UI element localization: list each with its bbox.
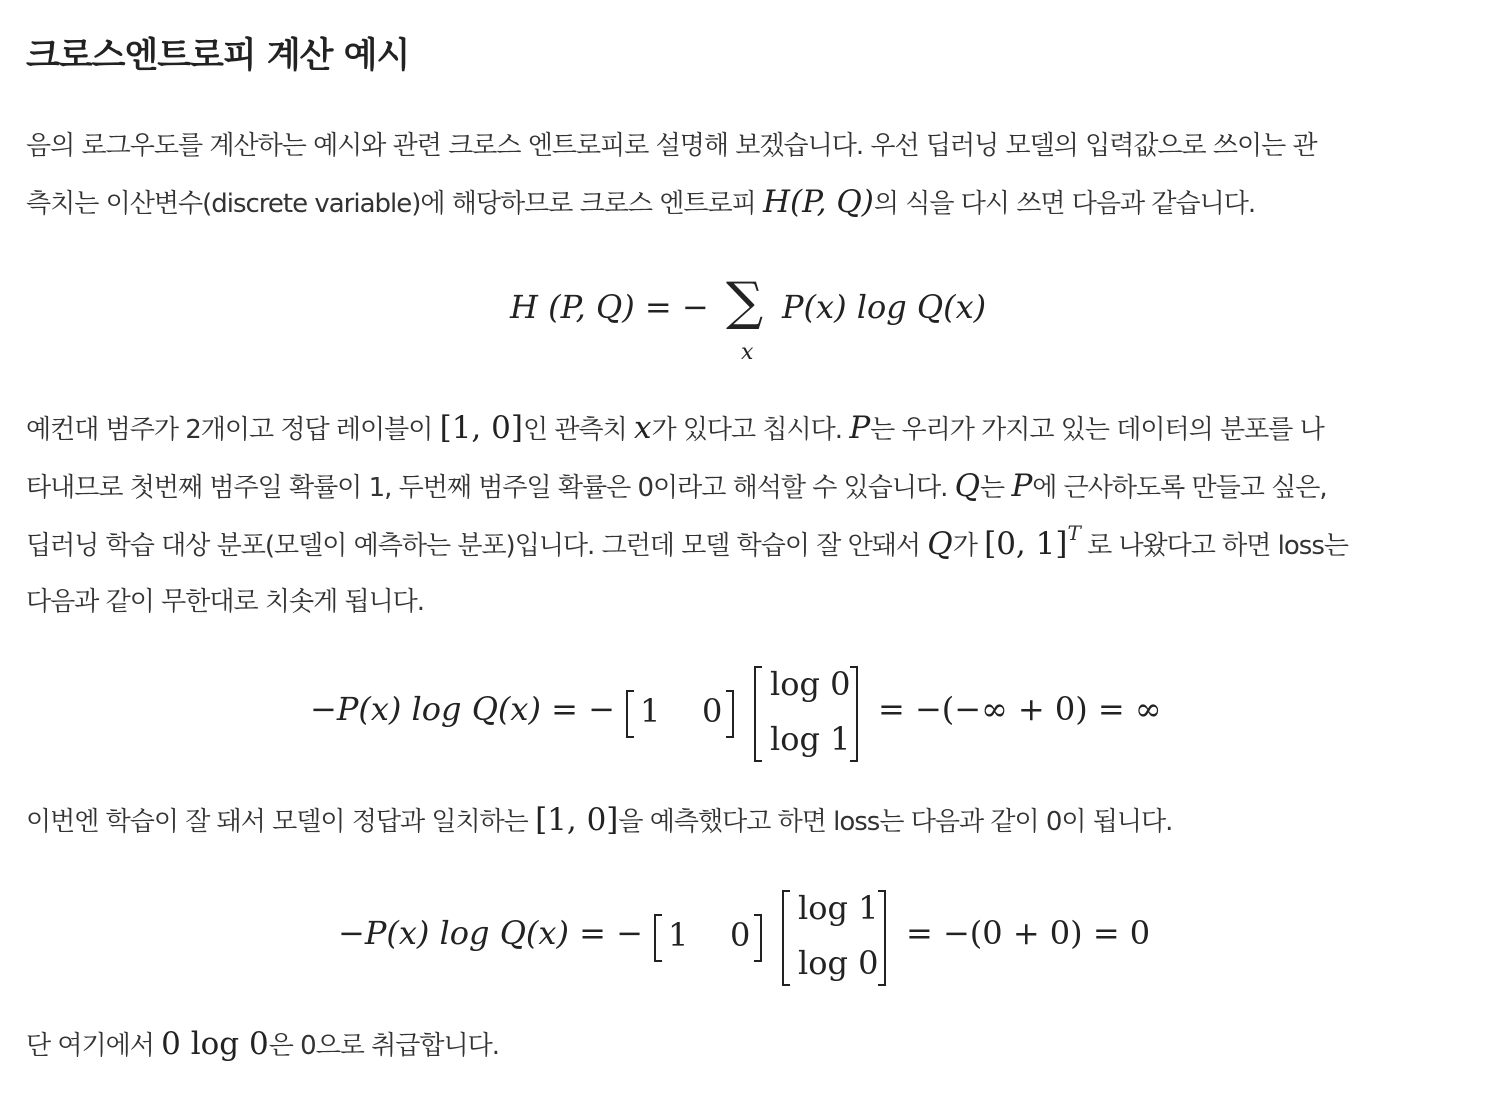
math-superscript: T: [1067, 521, 1080, 545]
vector-entry: log 1: [770, 720, 851, 758]
paragraph-note: [26, 1016, 1466, 1074]
row-vector-left-bracket: [654, 914, 662, 962]
page-title: 크로스엔트로피 계산 예시: [26, 36, 410, 76]
paragraph-line: [26, 118, 1466, 174]
column-vector-right-bracket: [878, 890, 886, 986]
text: 의 식을 다시 쓰면 다음과 같습니다.: [873, 189, 1256, 219]
text: 측치는 이산변수(discrete variable)에 해당하므로 크로스 엔트로피: [26, 189, 756, 219]
paragraph-intro: [26, 118, 1466, 232]
math-inline: 0 log 0: [161, 1026, 269, 1062]
math-inline: Q: [954, 468, 981, 504]
paragraph-line: 다음과 같이 무한대로 치솟게 됩니다.: [26, 587, 425, 617]
math-inline: [0, 1]: [984, 526, 1068, 562]
vector-entry: log 1: [798, 889, 879, 927]
paragraph-line: 이번엔 학습이 잘 돼서 모델이 정답과 일치하는 [1, 0]을 예측했다고 하면 loss는 다음과 같이 0이 됩니다.: [26, 802, 1173, 838]
paragraph-line: 예컨대 범주가 2개이고 정답 레이블이 [1, 0]인 관측치 x가 있다고 칩시다. P는 우리가 가지고 있는 데이터의 분포를 나: [26, 410, 1324, 446]
row-vector-right-bracket: [754, 914, 762, 962]
article: [26, 0, 1466, 1100]
row-vector-right-bracket: [726, 690, 734, 738]
math-inline: H(P, Q): [762, 184, 874, 220]
vector-entry: log 0: [770, 665, 851, 703]
paragraph-line: 단 여기에서 0 log 0은 0으로 취급합니다.: [26, 1026, 499, 1062]
row-vector-left-bracket: [626, 690, 634, 738]
column-vector-left-bracket: [754, 666, 762, 762]
vector-entry: 0: [702, 692, 723, 730]
column-vector-left-bracket: [782, 890, 790, 986]
equation-rhs: = −(0 + 0) = 0: [906, 914, 1151, 952]
math-inline: P: [849, 410, 871, 446]
vector-entry: 0: [730, 916, 751, 954]
paragraph-correct-prediction: [26, 792, 1466, 850]
sigma-symbol: ∑: [726, 272, 764, 332]
math-inline: x: [633, 410, 652, 446]
vector-entry: log 0: [798, 944, 879, 982]
math-inline: [1, 0]: [535, 802, 619, 838]
math-inline: Q: [927, 526, 953, 562]
equation-lhs: −P(x) log Q(x) = −: [310, 690, 615, 728]
paragraph-line: [26, 174, 1466, 232]
equation-lhs: −P(x) log Q(x) = −: [338, 914, 643, 952]
math-inline: P: [1011, 468, 1033, 504]
vector-entry: 1: [640, 692, 661, 730]
equation-rhs: = −(−∞ + 0) = ∞: [878, 690, 1162, 728]
paragraph-line: 딥러닝 학습 대상 분포(모델이 예측하는 분포)입니다. 그런데 모델 학습이 잘 안돼서 Q가 [0, 1]$^T$ 로 나왔다고 하면 loss는: [26, 521, 1349, 562]
paragraph-example: [26, 400, 1466, 630]
equation-rhs: P(x) log Q(x): [782, 288, 987, 326]
sigma-subscript: x: [741, 340, 754, 365]
math-inline: [1, 0]: [439, 410, 523, 446]
paragraph-line: 타내므로 첫번째 범주일 확률이 1, 두번째 범주일 확률은 0이라고 해석할 수 있습니다. Q는 P에 근사하도록 만들고 싶은,: [26, 468, 1327, 504]
vector-entry: 1: [668, 916, 689, 954]
column-vector-right-bracket: [850, 666, 858, 762]
equation-lhs: H (P, Q) = −: [510, 288, 709, 326]
text: 음의 로그우도를 계산하는 예시와 관련 크로스 엔트로피로 설명해 보겠습니다. 우선 딥러닝 모델의 입력값으로 쓰이는 관: [26, 131, 1317, 161]
